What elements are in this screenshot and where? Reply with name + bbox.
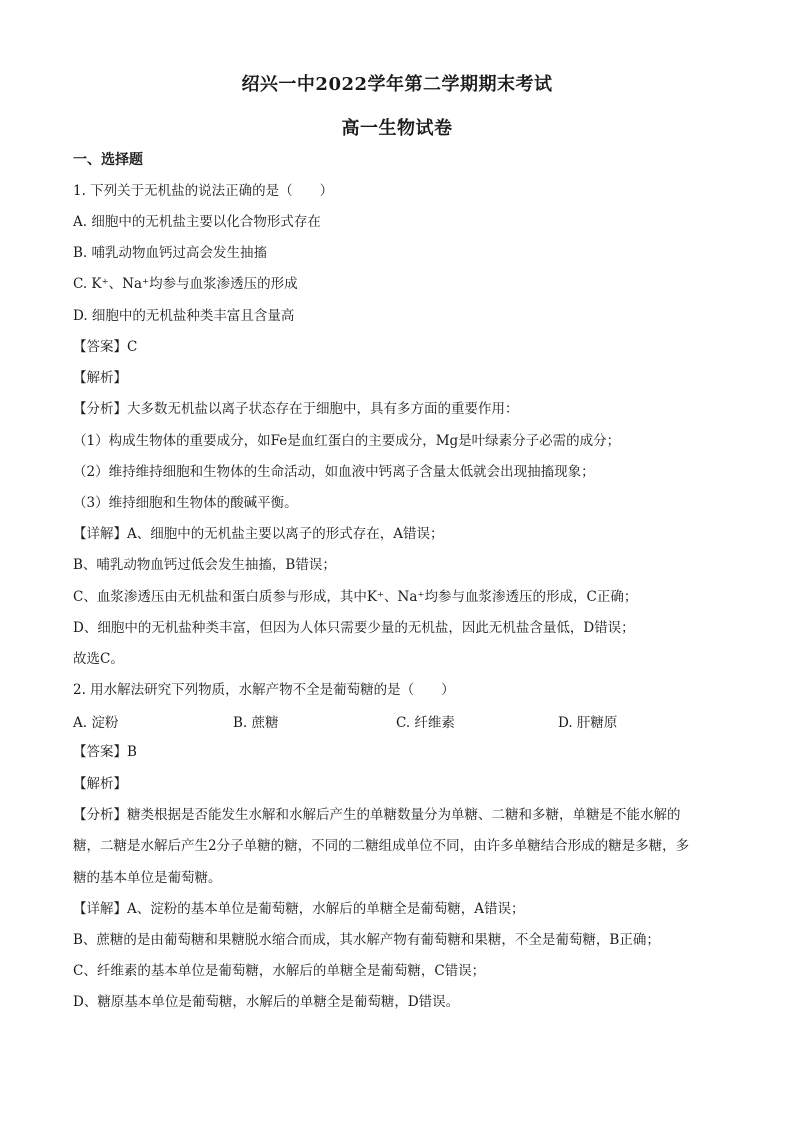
q1-detail-1: 【详解】A、细胞中的无机盐主要以离子的形式存在，A错误； bbox=[73, 526, 444, 542]
q1-analysis-label: 【解析】 bbox=[73, 370, 127, 386]
q2-stem: 2. 用水解法研究下列物质，水解产物不全是葡萄糖的是（ ） bbox=[73, 682, 455, 698]
q2-analysis-label: 【解析】 bbox=[73, 776, 127, 792]
q1-analysis-4: （3）维持细胞和生物体的酸碱平衡。 bbox=[73, 495, 298, 511]
section-heading: 一、选择题 bbox=[73, 152, 143, 168]
q2-option-d: D. 肝糖原 bbox=[558, 715, 618, 731]
q1-answer: 【答案】C bbox=[73, 339, 138, 355]
q1-option-b: B. 哺乳动物血钙过高会发生抽搐 bbox=[73, 245, 268, 261]
q1-analysis-1: 【分析】大多数无机盐以离子状态存在于细胞中，具有多方面的重要作用： bbox=[73, 401, 519, 417]
q1-detail-4: D、细胞中的无机盐种类丰富，但因为人体只需要少量的无机盐，因此无机盐含量低，D错误； bbox=[73, 620, 635, 636]
q2-detail-1: 【详解】A、淀粉的基本单位是葡萄糖，水解后的单糖全是葡萄糖，A错误； bbox=[73, 901, 525, 917]
q1-analysis-2: （1）构成生物体的重要成分，如Fe是血红蛋白的主要成分，Mg是叶绿素分子必需的成分； bbox=[73, 433, 621, 449]
exam-subtitle: 高一生物试卷 bbox=[341, 118, 453, 139]
q1-stem: 1. 下列关于无机盐的说法正确的是（ ） bbox=[73, 183, 334, 199]
q2-detail-2: B、蔗糖的是由葡萄糖和果糖脱水缩合而成，其水解产物有葡萄糖和果糖，不全是葡萄糖，B正确； bbox=[73, 932, 660, 948]
q2-detail-3: C、纤维素的基本单位是葡萄糖，水解后的单糖全是葡萄糖，C错误； bbox=[73, 963, 486, 979]
q1-analysis-3: （2）维持维持细胞和生物体的生命活动，如血液中钙离子含量太低就会出现抽搐现象； bbox=[73, 464, 595, 480]
q2-option-b: B. 蔗糖 bbox=[233, 715, 279, 731]
q2-option-c: C. 纤维素 bbox=[396, 715, 455, 731]
q2-answer: 【答案】B bbox=[73, 744, 137, 760]
q1-option-d: D. 细胞中的无机盐种类丰富且含量高 bbox=[73, 308, 295, 324]
q1-detail-5: 故选C。 bbox=[73, 651, 124, 667]
q2-options-row bbox=[73, 711, 733, 731]
exam-title: 绍兴一中2022学年第二学期期末考试 bbox=[241, 74, 553, 95]
q2-analysis-2: 糖，二糖是水解后产生2分子单糖的糖，不同的二糖组成单位不同，由许多单糖结合形成的糖是多糖，多 bbox=[73, 838, 690, 854]
q1-detail-3: C、血浆渗透压由无机盐和蛋白质参与形成，其中K⁺、Na⁺均参与血浆渗透压的形成，C正确； bbox=[73, 589, 638, 605]
q1-option-a: A. 细胞中的无机盐主要以化合物形式存在 bbox=[73, 214, 321, 230]
q2-detail-4: D、糖原基本单位是葡萄糖，水解后的单糖全是葡萄糖，D错误。 bbox=[73, 994, 460, 1010]
q1-detail-2: B、哺乳动物血钙过低会发生抽搐，B错误； bbox=[73, 557, 336, 573]
q2-analysis-3: 糖的基本单位是葡萄糖。 bbox=[73, 870, 222, 886]
q1-option-c: C. K⁺、Na⁺均参与血浆渗透压的形成 bbox=[73, 276, 298, 292]
q2-option-a: A. 淀粉 bbox=[73, 715, 119, 731]
q2-analysis-1: 【分析】糖类根据是否能发生水解和水解后产生的单糖数量分为单糖、二糖和多糖，单糖是不能水解的 bbox=[73, 807, 681, 823]
